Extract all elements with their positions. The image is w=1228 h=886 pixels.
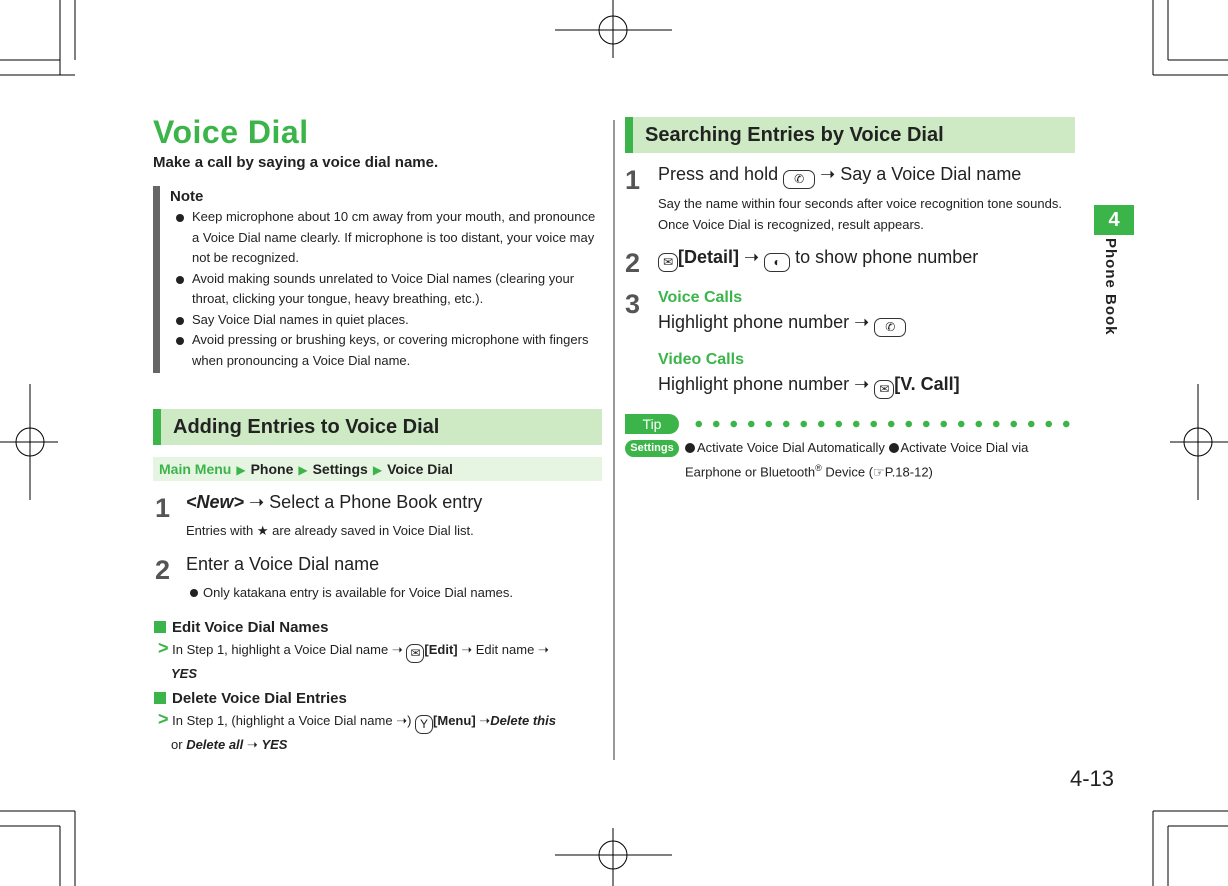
- arrow-icon: ➝: [391, 642, 403, 657]
- tip-dot-line: [690, 420, 1076, 428]
- search-step2-main: ✉ [Detail] ➝ ◐ to show phone number: [658, 247, 978, 272]
- edit-heading: Edit Voice Dial Names: [154, 619, 328, 636]
- mail-key-icon: ✉: [658, 253, 678, 272]
- menu-path-item: Phone: [250, 461, 294, 477]
- arrow-icon: ➝: [479, 713, 491, 728]
- arrow-icon: ➝: [854, 312, 870, 332]
- chevron-right-icon: >: [158, 638, 169, 658]
- note-title: Note: [170, 188, 204, 205]
- delete-heading: Delete Voice Dial Entries: [154, 690, 347, 707]
- arrow-icon: ➝: [744, 247, 760, 267]
- pointing-hand-icon: ☞: [873, 464, 885, 480]
- page-title: Voice Dial: [153, 114, 309, 150]
- voice-calls-instruction: Highlight phone number ➝ ✆: [658, 312, 906, 337]
- step-number: 3: [625, 289, 641, 319]
- arrow-icon: ➝: [854, 374, 870, 394]
- column-divider: [613, 120, 615, 760]
- step-number: 1: [625, 165, 641, 195]
- search-step1-sub: Say the name within four seconds after voice recognition tone sounds. Once Voice Dial is recognized, result appears.: [658, 196, 1062, 232]
- adding-step1-main: <New> ➝ Select a Phone Book entry: [186, 492, 483, 512]
- note-item: Keep microphone about 10 cm away from your mouth, and pronounce a Voice Dial name clearly. If microphone is too distant, your voice may not be recognized.: [170, 207, 603, 269]
- call-key-icon: ✆: [783, 170, 815, 189]
- mail-key-icon: ✉: [406, 644, 424, 663]
- page-subtitle: Make a call by saying a voice dial name.: [153, 154, 439, 171]
- arrow-icon: ➝: [249, 492, 265, 512]
- adding-section-heading: Adding Entries to Voice Dial: [153, 409, 602, 445]
- call-key-icon: ✆: [874, 318, 906, 337]
- note-box: [153, 186, 603, 373]
- tip-tag: Tip: [625, 414, 679, 434]
- adding-step2-bullet: Only katakana entry is available for Voice Dial names.: [190, 582, 513, 603]
- note-list: [170, 207, 603, 371]
- tip-text: Activate Voice Dial Automatically Activate Voice Dial via Earphone or Bluetooth® Device (☞P.18-12): [685, 440, 1029, 480]
- arrow-icon: ➝: [461, 642, 473, 657]
- mail-key-icon: ✉: [874, 380, 894, 399]
- menu-path-item: Settings: [312, 461, 368, 477]
- chapter-label: Phone Book: [1102, 238, 1119, 336]
- settings-tag: Settings: [625, 440, 679, 457]
- menu-path-item: Main Menu: [159, 461, 232, 477]
- chevron-right-icon: >: [158, 709, 169, 729]
- arrow-icon: ➝: [246, 737, 258, 752]
- adding-step1-sub: Entries with ★ are already saved in Voice Dial list.: [186, 523, 474, 538]
- voice-calls-label: Voice Calls: [658, 289, 743, 306]
- note-item: Avoid pressing or brushing keys, or covering microphone with fingers when pronouncing a Voice Dial name.: [170, 330, 603, 371]
- menu-path-item: Voice Dial: [387, 461, 453, 477]
- search-step1-main: Press and hold ✆ ➝ Say a Voice Dial name: [658, 164, 1021, 189]
- adding-step2-main: Enter a Voice Dial name: [186, 554, 380, 574]
- step-number: 2: [625, 248, 641, 278]
- video-calls-instruction: Highlight phone number ➝ ✉ [V. Call]: [658, 374, 960, 399]
- edit-instructions: > In Step 1, highlight a Voice Dial name ➝ ✉ [Edit] ➝ Edit name ➝ YES: [158, 638, 549, 681]
- menu-path: Main Menu ▶ Phone ▶ Settings ▶ Voice Dial: [153, 457, 602, 481]
- video-calls-label: Video Calls: [658, 351, 744, 368]
- step-number: 1: [155, 493, 171, 523]
- arrow-icon: ➝: [396, 713, 408, 728]
- page-number: 4-13: [1070, 766, 1115, 791]
- arrow-icon: ➝: [820, 164, 836, 184]
- searching-section-heading: Searching Entries by Voice Dial: [625, 117, 1075, 153]
- step-number: 2: [155, 555, 171, 585]
- yahoo-key-icon: Y: [415, 715, 433, 734]
- note-item: Say Voice Dial names in quiet places.: [170, 310, 603, 331]
- nav-key-icon: ◐: [764, 253, 790, 272]
- chapter-number: 4: [1094, 205, 1134, 235]
- delete-instructions: > In Step 1, (highlight a Voice Dial name ➝) Y [Menu] ➝Delete this or Delete all ➝ YES: [158, 709, 556, 752]
- star-icon: ★: [256, 523, 269, 538]
- note-item: Avoid making sounds unrelated to Voice Dial names (clearing your throat, clicking your tongue, heavy breathing, etc.).: [170, 269, 603, 310]
- arrow-icon: ➝: [537, 642, 549, 657]
